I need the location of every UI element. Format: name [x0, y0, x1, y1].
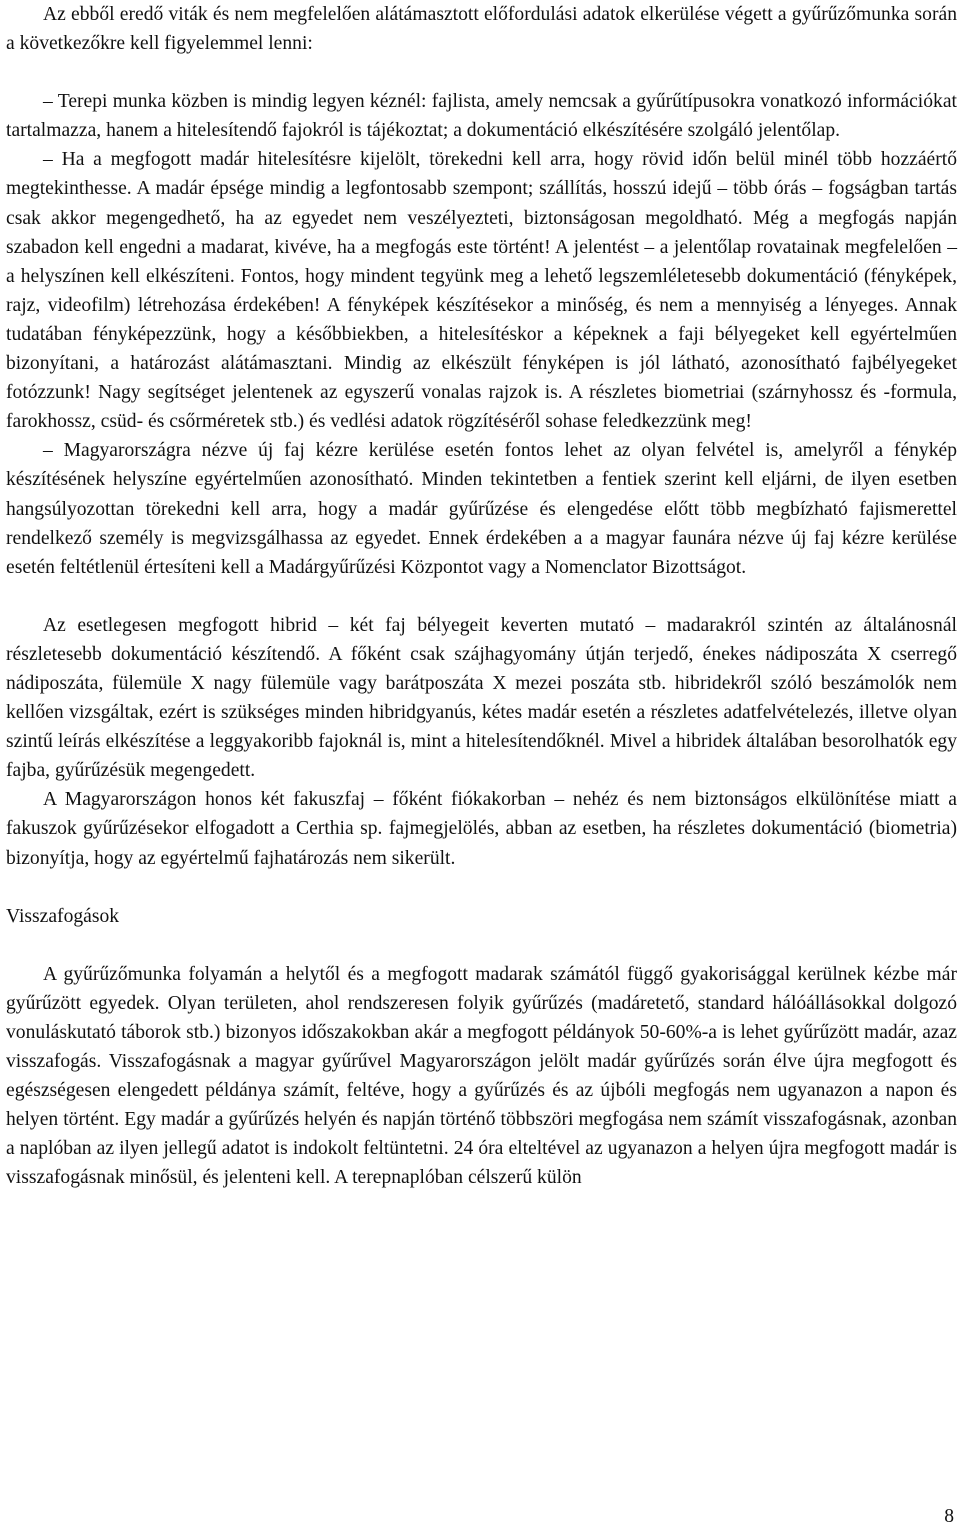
section-heading: Visszafogások — [6, 905, 120, 927]
list-item-new-species: – Magyarországra nézve új faj kézre kerülése esetén fontos lehet az olyan felvétel is, amelyről a fénykép készítésének helyszíne egyértelműen azonosítható. Minden tekintetben a fentiek szerint kell eljárni, de ilyen esetben hangsúlyozottan törekedni kell arra, hogy a madár gyűrűzése és elengedése előtt több megbízható fajismerettel rendelkező személy is megvizsgálhassa az egyedet. Ennek érdekében a a magyar faunára nézve új faj kézre kerülése esetén feltétlenül értesíteni kell a Madárgyűrűzési Központot vagy a Nomenclator Bizottságot. — [6, 440, 957, 578]
list-item-field-equipment: – Terepi munka közben is mindig legyen kéznél: fajlista, amely nemcsak a gyűrűtípusokra vonatkozó információkat tartalmazza, hanem a hitelesítendő fajokról is tájékoztat; a dokumentáció elkészítésére szolgáló jelentőlap. — [6, 91, 957, 142]
list-item-verification: – Ha a megfogott madár hitelesítésre kijelölt, törekedni kell arra, hogy rövid időn belül minél több hozzáértő megtekinthesse. A madár épsége mindig a legfontosabb szempont; szállítás, hosszú idejű – több órás – fogságban tartás csak akkor megengedhető, ha az egyedet nem veszélyezteti, biztonságosan megoldható. Még a megfogás napján szabadon kell engedni a madarat, kivéve, ha a megfogás este történt! A jelentést – a jelentőlap rovatainak megfelelően – a helyszínen kell elkészíteni. Fontos, hogy mindent tegyünk meg a lehető legszemléletesebb dokumentáció (fényképek, rajz, videofilm) létrehozása érdekében! A fényképek készítésekor a minőség, és nem a mennyiség a lényeges. Annak tudatában fényképezzünk, hogy a későbbiekben, a hitelesítéskor a képeknek a faji bélyegeket kell egyértelműen bizonyítani, a határozást alátámasztani. Mindig az elkészült fényképen is jól látható, azonosítható fajbélyegeket fotózzunk! Nagy segítséget jelentenek az egyszerű vonalas rajzok is. A részletes biometriai (szárnyhossz és -formula, farokhossz, csüd- és csőrméretek stb.) és vedlési adatok rögzítéséről sohase feledkezzünk meg! — [6, 149, 957, 433]
paragraph-hybrids: Az esetlegesen megfogott hibrid – két faj bélyegeit keverten mutató – madarakról szintén az általánosnál részletesebb dokumentáció készítendő. A főként csak szájhagyomány útján terjedő, énekes nádiposzáta X cserregő nádiposzáta, fülemüle X nagy fülemüle vagy barátposzáta X mezei poszáta stb. hibridekről szóló beszámolók nem kellően vizsgáltak, ezért is szükséges minden hibridgyanús, kétes madár esetén a részletes adatfelvételezés, illetve olyan szintű leírás elkészítése a leggyakoribb fajoknál is, mint a hitelesítendőknél. Mivel a hibridek általában besorolhatók egy fajba, gyűrűzésük megengedett. — [6, 614, 957, 782]
spacer — [6, 931, 957, 960]
spacer — [6, 58, 957, 87]
page-number: 8 — [944, 1506, 954, 1527]
paragraph-treecreepers: A Magyarországon honos két fakuszfaj – főként fiókakorban – nehéz és nem biztonságos elkülönítése miatt a fakuszok gyűrűzésekor elfogadott a Certhia sp. fajmegjelölés, abban az esetben, ha részletes dokumentáció (biometria) bizonyítja, hogy az egyértelmű fajhatározás nem sikerült. — [6, 789, 957, 869]
spacer — [6, 873, 957, 902]
paragraph-intro: Az ebből eredő viták és nem megfelelően alátámasztott előfordulási adatok elkerülése végett a gyűrűzőmunka során a következőkre kell figyelemmel lenni: — [6, 4, 957, 55]
document-page — [6, 0, 957, 1192]
spacer — [6, 582, 957, 611]
paragraph-recaptures: A gyűrűzőmunka folyamán a helytől és a megfogott madarak számától függő gyakorisággal kerülnek kézbe már gyűrűzött egyedek. Olyan területen, ahol rendszeresen folyik gyűrűzés (madáretető, standard hálóállásokkal dolgozó vonuláskutató táborok stb.) bizonyos időszakokban akár a megfogott példányok 50-60%-a is lehet gyűrűzött madár, azaz visszafogás. Visszafogásnak a magyar gyűrűvel Magyarországon jelölt madár gyűrűzés során élve újra megfogott és egészségesen elengedett példánya számít, feltéve, hogy a gyűrűzés és az újbóli megfogás nem ugyanazon a napon és helyen történt. Egy madár a gyűrűzés helyén és napján történő többszöri megfogása nem számít visszafogásnak, azonban a naplóban az ilyen jellegű adatot is indokolt feltüntetni. 24 óra elteltével az ugyanazon a helyen újra megfogott madár is visszafogásnak minősül, és jelenteni kell. A terepnaplóban célszerű külön — [6, 963, 957, 1189]
